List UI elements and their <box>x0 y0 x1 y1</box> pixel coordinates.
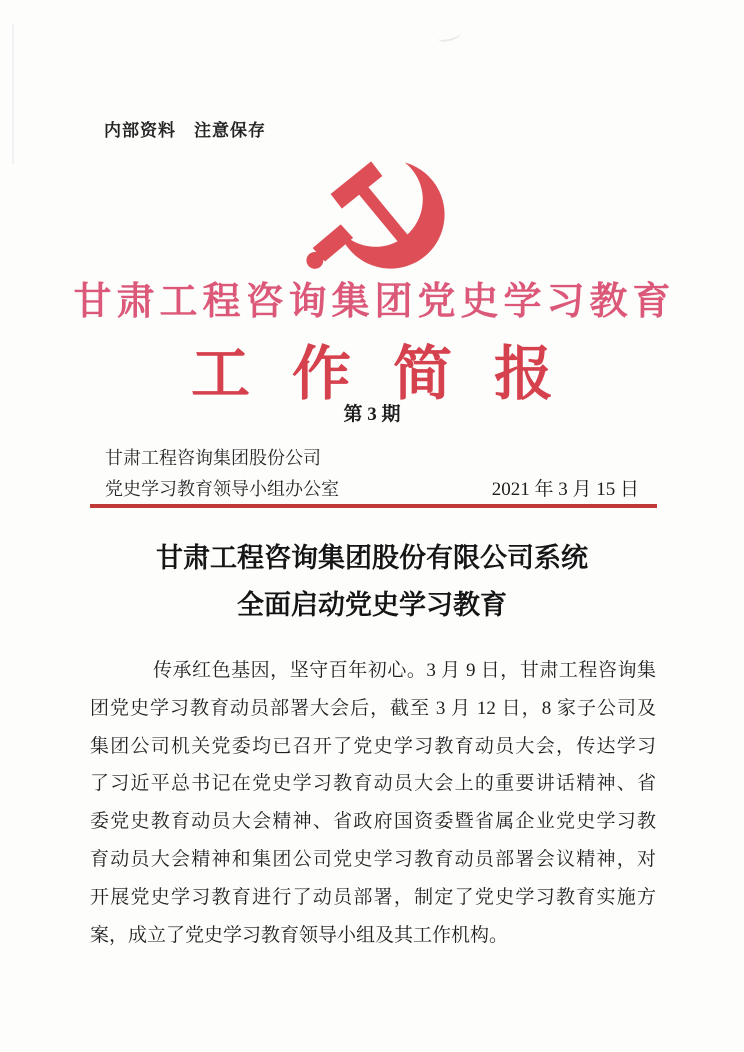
body-line: 委党史教育动员大会精神、省政府国资委暨省属企业党史学习教 <box>90 811 656 833</box>
issuing-org <box>91 443 339 505</box>
scan-artifact <box>12 24 14 164</box>
article-title-line2: 全面启动党史学习教育 <box>237 590 507 620</box>
body-line: 传承红色基因，坚守百年初心。3 月 9 日，甘肃工程咨询集 <box>153 660 656 681</box>
masthead-text: 工作简报 <box>190 341 595 407</box>
issue-date: 2021 年 3 月 15 日 <box>491 479 639 500</box>
hammer-and-sickle-icon <box>298 149 456 275</box>
org-line-2: 党史学习教育领导小组办公室 <box>105 479 339 499</box>
body-line: 团党史学习教育动员部署大会后，截至 3 月 12 日，8 家子公司及 <box>90 697 656 719</box>
divider-rule <box>90 504 657 508</box>
byline-row <box>91 443 657 505</box>
org-line-1: 甘肃工程咨询集团股份公司 <box>105 448 321 468</box>
body-line: 育动员大会精神和集团公司党史学习教育动员部署会议精神，对 <box>90 848 656 870</box>
article-body <box>90 652 656 954</box>
banner-title <box>0 270 744 325</box>
classification-label: 内部资料 注意保存 <box>104 121 266 140</box>
body-line: 了习近平总书记在党史学习教育动员大会上的重要讲话精神、省 <box>90 773 656 795</box>
banner-title-text: 甘肃工程咨询集团党史学习教育 <box>73 281 676 323</box>
body-line: 集团公司机关党委均已召开了党史学习教育动员大会，传达学习 <box>90 735 656 757</box>
body-line: 案，成立了党史学习教育领导小组及其工作机构。 <box>90 924 509 946</box>
issue-number: 第 3 期 <box>343 404 401 425</box>
party-emblem-glyph <box>306 161 444 268</box>
article-title-line1: 甘肃工程咨询集团股份有限公司系统 <box>156 543 588 573</box>
body-line: 开展党史学习教育进行了动员部署，制定了党史学习教育实施方 <box>90 886 656 908</box>
scan-artifact <box>436 27 462 43</box>
article-title <box>0 535 744 629</box>
